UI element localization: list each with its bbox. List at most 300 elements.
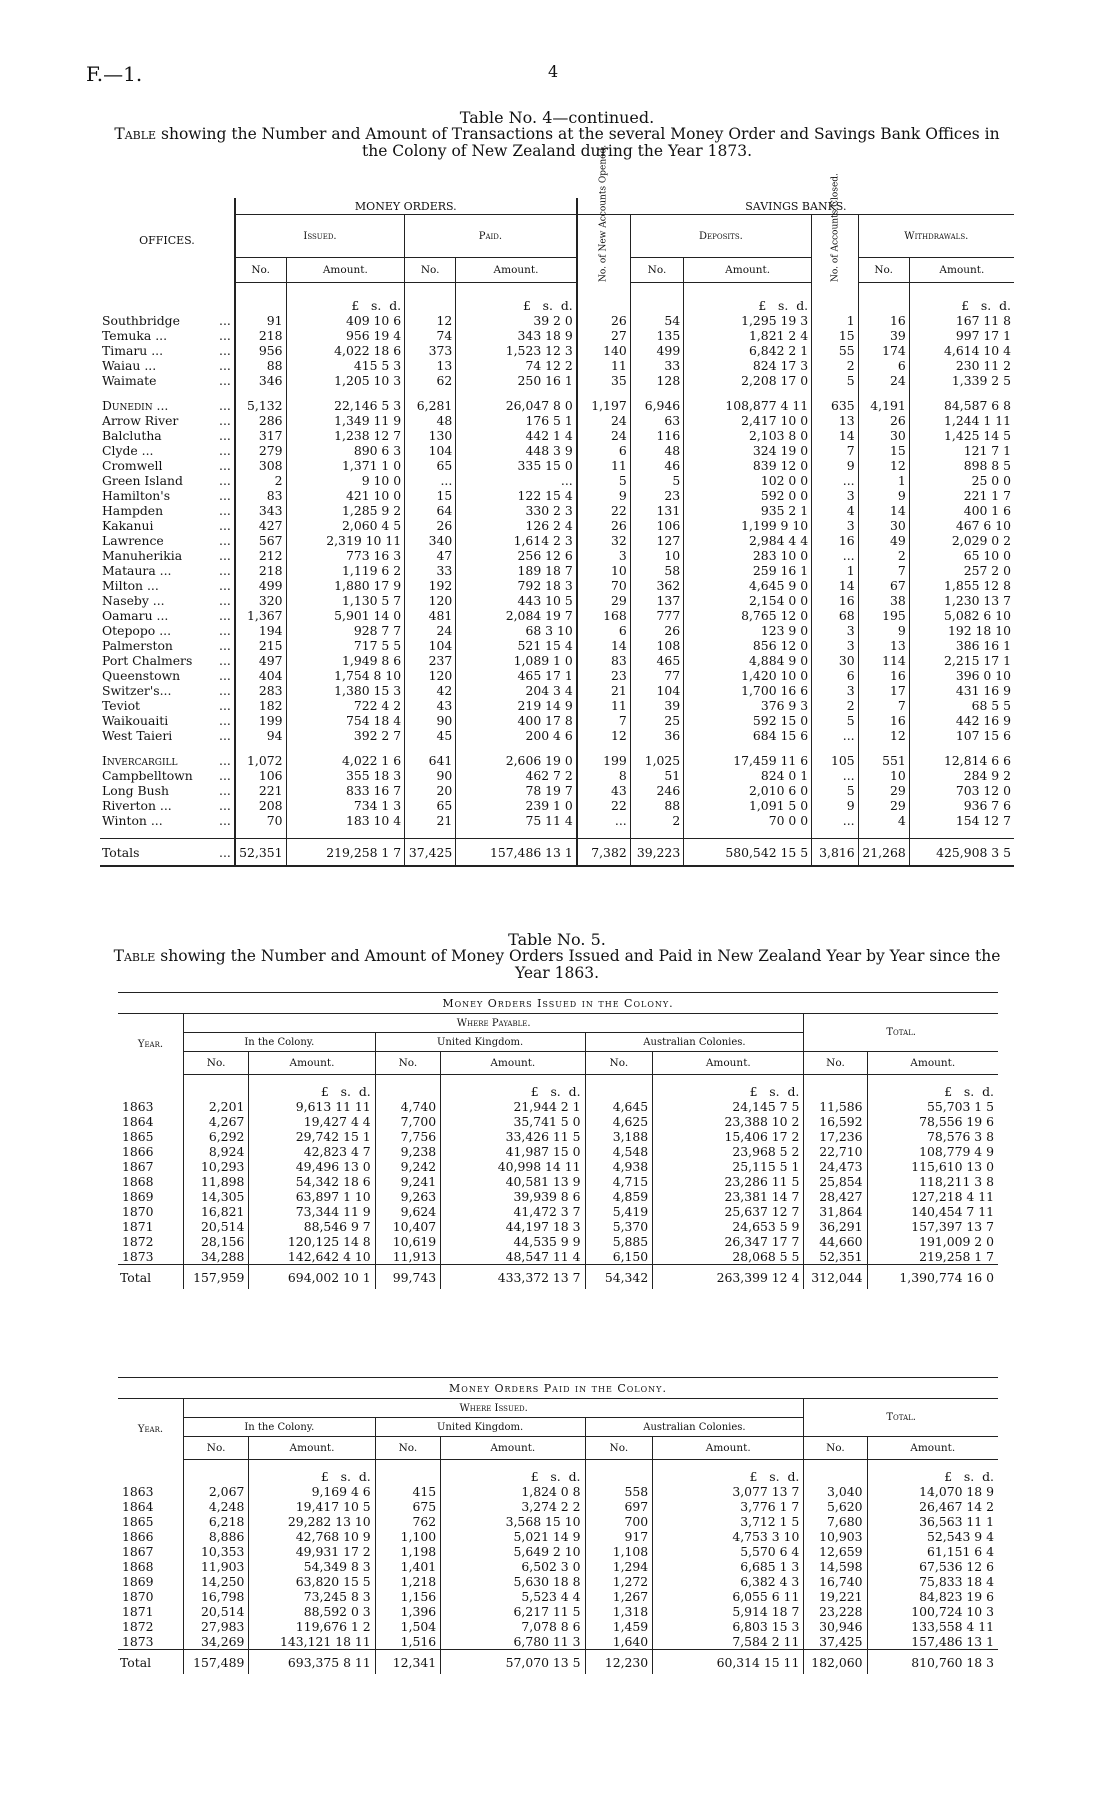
- aus-amount-cell: 5,914 18 7: [653, 1604, 804, 1619]
- year-row: [118, 1099, 998, 1114]
- new-accounts-cell: 11: [577, 358, 630, 373]
- dots-cell: ...: [219, 443, 231, 458]
- colony-no-header: No.: [183, 1052, 248, 1075]
- dots-cell: ...: [219, 768, 231, 783]
- withdrawals-amount-cell: 400 1 6: [909, 503, 1014, 518]
- colony-no-cell: 2,201: [183, 1099, 248, 1114]
- issued-total-row: [118, 1265, 998, 1290]
- issued-no-header: No.: [235, 258, 286, 283]
- paid-no-cell: 340: [405, 533, 456, 548]
- uk-amount-cell: 1,824 0 8: [441, 1484, 585, 1499]
- paid-no-cell: 74: [405, 328, 456, 343]
- new-accounts-header: No. of New Accounts Opened.: [577, 215, 630, 283]
- year-row: [118, 1144, 998, 1159]
- uk-amount-cell: 5,021 14 9: [441, 1529, 585, 1544]
- deposits-amount-cell: 102 0 0: [684, 473, 812, 488]
- year-row: [118, 1619, 998, 1634]
- new-accounts-cell: 6: [577, 443, 630, 458]
- aus-amount-cell: 3,776 1 7: [653, 1499, 804, 1514]
- table4-spacer-row: [100, 743, 1014, 753]
- issued-amount-cell: 392 2 7: [286, 728, 405, 743]
- total-amount-cell: 55,703 1 5: [867, 1099, 998, 1114]
- uk-no-cell: 11,913: [375, 1249, 440, 1265]
- closed-accounts-header: No. of Accounts Closed.: [812, 215, 859, 283]
- withdrawals-no-cell: 30: [858, 428, 909, 443]
- offices-header: OFFICES.: [139, 233, 195, 247]
- issued-no-cell: 212: [235, 548, 286, 563]
- total-amount-header: Amount.: [867, 1437, 998, 1460]
- paid-no-cell: 104: [405, 443, 456, 458]
- aus-amount-cell: 3,712 1 5: [653, 1514, 804, 1529]
- paid-amount-cell: 122 15 4: [456, 488, 577, 503]
- paid-no-header: No.: [405, 258, 456, 283]
- paid-no-cell: 130: [405, 428, 456, 443]
- issued-no-cell: 497: [235, 653, 286, 668]
- units-cell: £ s. d.: [867, 1460, 998, 1485]
- paid-amount-cell: 204 3 4: [456, 683, 577, 698]
- table5-paid: [118, 1377, 998, 1674]
- withdrawals-no-cell: 195: [858, 608, 909, 623]
- year-row: [118, 1484, 998, 1499]
- deposits-amount-cell: 824 17 3: [684, 358, 812, 373]
- table4-row: [100, 563, 1014, 578]
- deposits-no-cell: 499: [630, 343, 683, 358]
- table4-row: [100, 398, 1014, 413]
- paid-amount-cell: 343 18 9: [456, 328, 577, 343]
- uk-no-cell: 1,156: [375, 1589, 440, 1604]
- uk-amount-cell: 433,372 13 7: [441, 1265, 585, 1290]
- deposits-no-cell: 777: [630, 608, 683, 623]
- new-accounts-cell: 21: [577, 683, 630, 698]
- withdrawals-amount-cell: 997 17 1: [909, 328, 1014, 343]
- year-row: [118, 1129, 998, 1144]
- paid-no-cell: 33: [405, 563, 456, 578]
- closed-accounts-cell: 16: [812, 533, 859, 548]
- colony-no-cell: 34,269: [183, 1634, 248, 1650]
- deposits-no-cell: 137: [630, 593, 683, 608]
- paid-amount-header: Amount.: [456, 258, 577, 283]
- colony-no-header: No.: [183, 1437, 248, 1460]
- withdrawals-amount-header: Amount.: [909, 258, 1014, 283]
- uk-no-cell: 1,396: [375, 1604, 440, 1619]
- dots-cell: ...: [219, 413, 231, 428]
- withdrawals-amount-cell: 1,855 12 8: [909, 578, 1014, 593]
- table4-row: [100, 533, 1014, 548]
- year-header: Year.: [137, 1423, 164, 1435]
- aus-amount-cell: 3,077 13 7: [653, 1484, 804, 1499]
- issued-amount-cell: 773 16 3: [286, 548, 405, 563]
- report-code: F.—1.: [86, 62, 143, 86]
- table4-row: [100, 768, 1014, 783]
- issued-amount-cell: 409 10 6: [286, 313, 405, 328]
- issued-no-cell: 215: [235, 638, 286, 653]
- deposits-amount-cell: 580,542 15 5: [684, 839, 812, 867]
- dots-cell: ...: [219, 728, 231, 743]
- table4-title: [100, 126, 1014, 160]
- deposits-amount-cell: 4,884 9 0: [684, 653, 812, 668]
- aus-amount-cell: 7,584 2 11: [653, 1634, 804, 1650]
- table4-row: [100, 373, 1014, 388]
- colony-amount-cell: 119,676 1 2: [249, 1619, 375, 1634]
- dots-cell: ...: [219, 503, 231, 518]
- aus-amount-cell: 23,968 5 2: [653, 1144, 804, 1159]
- paid-no-cell: 65: [405, 458, 456, 473]
- issued-no-cell: 94: [235, 728, 286, 743]
- issued-no-cell: 218: [235, 563, 286, 578]
- new-accounts-cell: 10: [577, 563, 630, 578]
- total-header: Total.: [804, 1399, 998, 1437]
- total-amount-cell: 26,467 14 2: [867, 1499, 998, 1514]
- new-accounts-cell: 35: [577, 373, 630, 388]
- year-row: [118, 1204, 998, 1219]
- deposits-amount-cell: 839 12 0: [684, 458, 812, 473]
- new-accounts-cell: 27: [577, 328, 630, 343]
- total-amount-cell: 78,576 3 8: [867, 1129, 998, 1144]
- withdrawals-amount-cell: 5,082 6 10: [909, 608, 1014, 623]
- aus-no-cell: 1,459: [585, 1619, 653, 1634]
- total-no-cell: 31,864: [804, 1204, 867, 1219]
- deposits-amount-cell: 592 15 0: [684, 713, 812, 728]
- total-no-cell: 30,946: [804, 1619, 867, 1634]
- total-no-cell: 44,660: [804, 1234, 867, 1249]
- paid-no-cell: 65: [405, 798, 456, 813]
- new-accounts-cell: ...: [577, 813, 630, 828]
- closed-accounts-cell: 1: [812, 563, 859, 578]
- colony-no-cell: 10,353: [183, 1544, 248, 1559]
- aus-no-header: No.: [585, 1437, 653, 1460]
- deposits-amount-cell: 856 12 0: [684, 638, 812, 653]
- deposits-no-cell: 33: [630, 358, 683, 373]
- paid-amount-cell: 78 19 7: [456, 783, 577, 798]
- issued-no-cell: 199: [235, 713, 286, 728]
- closed-accounts-cell: 6: [812, 668, 859, 683]
- issued-no-cell: 88: [235, 358, 286, 373]
- table4-row: [100, 413, 1014, 428]
- year-cell: 1867: [122, 1159, 154, 1174]
- dots-cell: ...: [212, 839, 235, 867]
- total-no-cell: 25,854: [804, 1174, 867, 1189]
- closed-accounts-cell: 68: [812, 608, 859, 623]
- aus-amount-cell: 60,314 15 11: [653, 1650, 804, 1675]
- table4-row: [100, 343, 1014, 358]
- year-cell: 1863: [122, 1484, 154, 1499]
- deposits-no-cell: 108: [630, 638, 683, 653]
- issued-amount-cell: 1,205 10 3: [286, 373, 405, 388]
- new-accounts-cell: 12: [577, 728, 630, 743]
- withdrawals-amount-cell: 84,587 6 8: [909, 398, 1014, 413]
- aus-no-cell: 54,342: [585, 1265, 653, 1290]
- total-no-cell: 17,236: [804, 1129, 867, 1144]
- uk-no-cell: 10,407: [375, 1219, 440, 1234]
- withdrawals-no-cell: 14: [858, 503, 909, 518]
- year-row: [118, 1544, 998, 1559]
- deposits-units: £ s. d.: [684, 283, 812, 314]
- closed-accounts-cell: 5: [812, 783, 859, 798]
- total-no-cell: 5,620: [804, 1499, 867, 1514]
- colony-no-cell: 11,898: [183, 1174, 248, 1189]
- office-cell: Milton ...: [102, 578, 159, 593]
- dots-cell: ...: [219, 343, 231, 358]
- colony-amount-cell: 29,282 13 10: [249, 1514, 375, 1529]
- paid-total-row: [118, 1650, 998, 1675]
- deposits-no-cell: 39: [630, 698, 683, 713]
- dots-cell: ...: [219, 653, 231, 668]
- paid-amount-cell: 250 16 1: [456, 373, 577, 388]
- deposits-no-cell: 246: [630, 783, 683, 798]
- paid-no-cell: 237: [405, 653, 456, 668]
- paid-no-cell: 20: [405, 783, 456, 798]
- uk-amount-cell: 3,274 2 2: [441, 1499, 585, 1514]
- issued-amount-cell: 219,258 1 7: [286, 839, 405, 867]
- issued-header: Issued.: [235, 215, 405, 258]
- office-cell: Kakanui: [102, 518, 154, 533]
- aus-no-cell: 4,548: [585, 1144, 653, 1159]
- closed-accounts-cell: 1: [812, 313, 859, 328]
- colony-amount-cell: 29,742 15 1: [249, 1129, 375, 1144]
- withdrawals-no-cell: 9: [858, 623, 909, 638]
- uk-no-cell: 1,516: [375, 1634, 440, 1650]
- uk-amount-cell: 40,998 14 11: [441, 1159, 585, 1174]
- table4-row: [100, 713, 1014, 728]
- year-row: [118, 1159, 998, 1174]
- table4-row: [100, 443, 1014, 458]
- paid-amount-cell: 330 2 3: [456, 503, 577, 518]
- uk-amount-cell: 5,649 2 10: [441, 1544, 585, 1559]
- dots-cell: ...: [219, 698, 231, 713]
- withdrawals-no-cell: 174: [858, 343, 909, 358]
- units-cell: £ s. d.: [653, 1075, 804, 1100]
- year-row: [118, 1114, 998, 1129]
- deposits-amount-cell: 2,103 8 0: [684, 428, 812, 443]
- withdrawals-no-cell: 16: [858, 313, 909, 328]
- new-accounts-cell: 83: [577, 653, 630, 668]
- withdrawals-no-cell: 2: [858, 548, 909, 563]
- new-accounts-cell: 7,382: [577, 839, 630, 867]
- colony-no-cell: 2,067: [183, 1484, 248, 1499]
- table4-row: [100, 358, 1014, 373]
- issued-no-cell: 218: [235, 328, 286, 343]
- paid-amount-cell: 200 4 6: [456, 728, 577, 743]
- office-cell: Waiau ...: [102, 358, 157, 373]
- office-cell: Invercargill: [102, 753, 178, 768]
- aus-amount-cell: 6,803 15 3: [653, 1619, 804, 1634]
- deposits-no-cell: 58: [630, 563, 683, 578]
- paid-no-cell: 43: [405, 698, 456, 713]
- colony-no-cell: 4,248: [183, 1499, 248, 1514]
- office-cell: West Taieri: [102, 728, 173, 743]
- withdrawals-amount-cell: 1,230 13 7: [909, 593, 1014, 608]
- office-cell: Winton ...: [102, 813, 163, 828]
- uk-no-header: No.: [375, 1052, 440, 1075]
- issued-no-cell: 346: [235, 373, 286, 388]
- paid-amount-cell: 335 15 0: [456, 458, 577, 473]
- issued-amount-cell: 1,238 12 7: [286, 428, 405, 443]
- table4-row: [100, 503, 1014, 518]
- paid-amount-cell: 2,084 19 7: [456, 608, 577, 623]
- deposits-amount-cell: 283 10 0: [684, 548, 812, 563]
- deposits-amount-cell: 1,700 16 6: [684, 683, 812, 698]
- withdrawals-amount-cell: 167 11 8: [909, 313, 1014, 328]
- office-cell: Clyde ...: [102, 443, 154, 458]
- closed-accounts-cell: 5: [812, 713, 859, 728]
- year-row: [118, 1514, 998, 1529]
- withdrawals-amount-cell: 154 12 7: [909, 813, 1014, 828]
- dots-cell: ...: [219, 608, 231, 623]
- withdrawals-amount-cell: 467 6 10: [909, 518, 1014, 533]
- colony-no-cell: 6,218: [183, 1514, 248, 1529]
- office-cell: Oamaru ...: [102, 608, 169, 623]
- aus-no-cell: 4,625: [585, 1114, 653, 1129]
- closed-accounts-cell: ...: [812, 728, 859, 743]
- paid-no-cell: 26: [405, 518, 456, 533]
- year-row: [118, 1174, 998, 1189]
- issued-amount-cell: 183 10 4: [286, 813, 405, 828]
- uk-no-cell: 7,700: [375, 1114, 440, 1129]
- table4-row: [100, 518, 1014, 533]
- total-amount-cell: 36,563 11 1: [867, 1514, 998, 1529]
- uk-no-cell: 9,242: [375, 1159, 440, 1174]
- year-cell: 1871: [122, 1604, 154, 1619]
- aus-no-cell: 1,108: [585, 1544, 653, 1559]
- colony-amount-cell: 19,427 4 4: [249, 1114, 375, 1129]
- new-accounts-cell: 6: [577, 623, 630, 638]
- total-no-cell: 19,221: [804, 1589, 867, 1604]
- new-accounts-cell: 14: [577, 638, 630, 653]
- aus-amount-cell: 6,055 6 11: [653, 1589, 804, 1604]
- deposits-amount-cell: 2,417 10 0: [684, 413, 812, 428]
- total-no-cell: 10,903: [804, 1529, 867, 1544]
- closed-accounts-cell: 13: [812, 413, 859, 428]
- aus-amount-cell: 4,753 3 10: [653, 1529, 804, 1544]
- office-cell: Timaru ...: [102, 343, 164, 358]
- issued-amount-cell: 22,146 5 3: [286, 398, 405, 413]
- table4-row: [100, 623, 1014, 638]
- new-accounts-cell: 7: [577, 713, 630, 728]
- issued-amount-cell: 1,130 5 7: [286, 593, 405, 608]
- year-cell: 1870: [122, 1204, 154, 1219]
- total-amount-cell: 100,724 10 3: [867, 1604, 998, 1619]
- uk-amount-cell: 21,944 2 1: [441, 1099, 585, 1114]
- new-accounts-cell: 1,197: [577, 398, 630, 413]
- year-cell: 1864: [122, 1499, 154, 1514]
- colony-no-cell: 8,924: [183, 1144, 248, 1159]
- colony-amount-cell: 88,592 0 3: [249, 1604, 375, 1619]
- total-amount-cell: 219,258 1 7: [867, 1249, 998, 1265]
- colony-no-cell: 27,983: [183, 1619, 248, 1634]
- table4-row: [100, 753, 1014, 768]
- year-cell: 1870: [122, 1589, 154, 1604]
- aus-no-cell: 1,272: [585, 1574, 653, 1589]
- paid-amount-cell: 75 11 4: [456, 813, 577, 828]
- total-no-cell: 16,592: [804, 1114, 867, 1129]
- dots-cell: ...: [219, 593, 231, 608]
- office-cell: Switzer's...: [102, 683, 172, 698]
- issued-no-cell: 1,367: [235, 608, 286, 623]
- uk-amount-cell: 41,987 15 0: [441, 1144, 585, 1159]
- withdrawals-no-cell: 21,268: [858, 839, 909, 867]
- aus-amount-cell: 6,382 4 3: [653, 1574, 804, 1589]
- deposits-no-cell: 1,025: [630, 753, 683, 768]
- colony-amount-cell: 42,823 4 7: [249, 1144, 375, 1159]
- issued-no-cell: 221: [235, 783, 286, 798]
- deposits-no-cell: 48: [630, 443, 683, 458]
- dots-cell: ...: [219, 548, 231, 563]
- withdrawals-no-cell: 38: [858, 593, 909, 608]
- deposits-amount-cell: 1,420 10 0: [684, 668, 812, 683]
- withdrawals-header: Withdrawals.: [858, 215, 1014, 258]
- total-no-cell: 182,060: [804, 1650, 867, 1675]
- office-cell: Long Bush: [102, 783, 169, 798]
- closed-accounts-cell: 15: [812, 328, 859, 343]
- uk-amount-cell: 7,078 8 6: [441, 1619, 585, 1634]
- issued-no-cell: 317: [235, 428, 286, 443]
- closed-accounts-cell: ...: [812, 813, 859, 828]
- australian-colonies-header: Australian Colonies.: [585, 1033, 804, 1052]
- office-cell: Balclutha: [102, 428, 162, 443]
- office-cell: Totals: [100, 839, 212, 867]
- deposits-amount-cell: 4,645 9 0: [684, 578, 812, 593]
- deposits-no-cell: 26: [630, 623, 683, 638]
- total-amount-cell: 140,454 7 11: [867, 1204, 998, 1219]
- paid-group-header: Where Issued.: [183, 1399, 803, 1418]
- year-cell: 1868: [122, 1174, 154, 1189]
- paid-amount-cell: 521 15 4: [456, 638, 577, 653]
- withdrawals-units: £ s. d.: [909, 283, 1014, 314]
- withdrawals-no-cell: 29: [858, 783, 909, 798]
- issued-amount-cell: 722 4 2: [286, 698, 405, 713]
- withdrawals-amount-cell: 284 9 2: [909, 768, 1014, 783]
- year-cell: 1873: [122, 1249, 154, 1264]
- withdrawals-no-cell: 30: [858, 518, 909, 533]
- table4-row: [100, 638, 1014, 653]
- table4-row: [100, 813, 1014, 828]
- colony-amount-cell: 9,169 4 6: [249, 1484, 375, 1499]
- uk-amount-cell: 44,197 18 3: [441, 1219, 585, 1234]
- deposits-amount-cell: 376 9 3: [684, 698, 812, 713]
- table5-issued: [118, 992, 998, 1289]
- total-amount-cell: 78,556 19 6: [867, 1114, 998, 1129]
- total-amount-cell: 52,543 9 4: [867, 1529, 998, 1544]
- closed-accounts-cell: 3: [812, 488, 859, 503]
- aus-no-header: No.: [585, 1052, 653, 1075]
- table5-title-text: showing the Number and Amount of Money Orders Issued and Paid in New Zealand Year by Year since the Year 1863.: [160, 947, 1001, 982]
- table4-totals-row: [100, 839, 1014, 867]
- withdrawals-no-cell: 13: [858, 638, 909, 653]
- deposits-no-cell: 2: [630, 813, 683, 828]
- uk-no-header: No.: [375, 1437, 440, 1460]
- paid-no-cell: 48: [405, 413, 456, 428]
- deposits-amount-cell: 6,842 2 1: [684, 343, 812, 358]
- total-amount-cell: 127,218 4 11: [867, 1189, 998, 1204]
- colony-no-cell: 20,514: [183, 1219, 248, 1234]
- closed-accounts-cell: 2: [812, 358, 859, 373]
- issued-no-cell: 286: [235, 413, 286, 428]
- paid-amount-cell: 465 17 1: [456, 668, 577, 683]
- table4-row: [100, 548, 1014, 563]
- withdrawals-no-cell: 12: [858, 458, 909, 473]
- deposits-no-cell: 106: [630, 518, 683, 533]
- deposits-no-cell: 10: [630, 548, 683, 563]
- dots-cell: ...: [219, 488, 231, 503]
- paid-no-cell: 64: [405, 503, 456, 518]
- new-accounts-cell: 43: [577, 783, 630, 798]
- paid-no-cell: 373: [405, 343, 456, 358]
- withdrawals-no-cell: 24: [858, 373, 909, 388]
- uk-amount-cell: 3,568 15 10: [441, 1514, 585, 1529]
- deposits-no-cell: 23: [630, 488, 683, 503]
- closed-accounts-cell: 55: [812, 343, 859, 358]
- total-amount-cell: 118,211 3 8: [867, 1174, 998, 1189]
